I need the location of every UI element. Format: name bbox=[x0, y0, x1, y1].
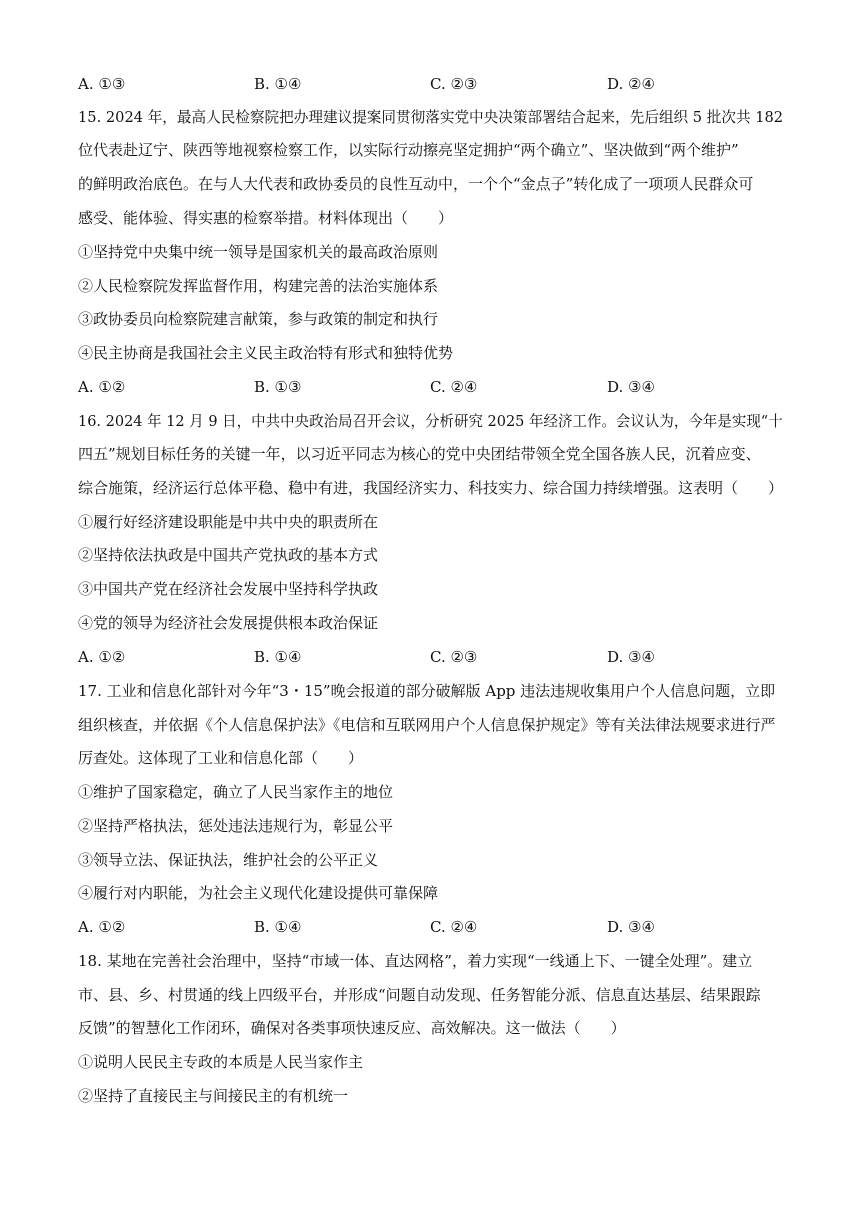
q15-stem-line-4: 感受、能体验、得实惠的检察举措。材料体现出（ ） bbox=[78, 209, 454, 227]
q17-option-b[interactable]: B. ①④ bbox=[254, 918, 302, 936]
q17-option-c[interactable]: C. ②④ bbox=[430, 918, 478, 936]
q16-statement-3: ③中国共产党在经济社会发展中坚持科学执政 bbox=[78, 580, 379, 598]
q15-option-c[interactable]: C. ②④ bbox=[430, 378, 478, 396]
q18-stem-line-1: 18. 某地在完善社会治理中，坚持“市域一体、直达网格”，着力实现“一线通上下、一键全处理”。建立 bbox=[78, 952, 753, 970]
q14-option-a[interactable]: A. ①③ bbox=[78, 75, 126, 93]
q17-statement-2: ②坚持严格执法，惩处违法违规行为，彰显公平 bbox=[78, 817, 394, 835]
q15-stem-line-3: 的鲜明政治底色。在与人大代表和政协委员的良性互动中，一个个“金点子”转化成了一项项人民群众可 bbox=[78, 175, 754, 193]
q15-option-b[interactable]: B. ①③ bbox=[254, 378, 302, 396]
q14-option-b[interactable]: B. ①④ bbox=[254, 75, 302, 93]
q17-stem-line-1: 17. 工业和信息化部针对今年“3・15”晚会报道的部分破解版 App 违法违规收集用户个人信息问题，立即 bbox=[78, 682, 776, 700]
q17-option-a[interactable]: A. ①② bbox=[78, 918, 126, 936]
q17-options bbox=[78, 917, 783, 937]
q15-statement-2: ②人民检察院发挥监督作用，构建完善的法治实施体系 bbox=[78, 277, 439, 295]
q16-stem-line-2: 四五”规划目标任务的关键一年，以习近平同志为核心的党中央团结带领全党全国各族人民，沉着应变、 bbox=[78, 445, 761, 463]
q14-option-d[interactable]: D. ②④ bbox=[607, 75, 655, 93]
q16-stem-line-1: 16. 2024 年 12 月 9 日，中共中央政治局召开会议，分析研究 2025 年经济工作。会议认为，今年是实现“十 bbox=[78, 412, 783, 430]
q15-stem-line-1: 15. 2024 年，最高人民检察院把办理建议提案同贯彻落实党中央决策部署结合起来，先后组织 5 批次共 182 bbox=[78, 108, 784, 126]
q18-stem-line-2: 市、县、乡、村贯通的线上四级平台，并形成“问题自动发现、任务智能分派、信息直达基层、结果跟踪 bbox=[78, 986, 761, 1004]
q14-option-c[interactable]: C. ②③ bbox=[430, 75, 478, 93]
q16-option-c[interactable]: C. ②③ bbox=[430, 648, 478, 666]
q14-options bbox=[78, 74, 783, 94]
q16-statement-1: ①履行好经济建设职能是中共中央的职责所在 bbox=[78, 513, 379, 531]
q15-statement-3: ③政协委员向检察院建言献策，参与政策的制定和执行 bbox=[78, 310, 439, 328]
q18-stem-line-3: 反馈”的智慧化工作闭环，确保对各类事项快速反应、高效解决。这一做法（ ） bbox=[78, 1019, 626, 1037]
q17-stem-line-2: 组织核查，并依据《个人信息保护法》《电信和互联网用户个人信息保护规定》等有关法律法规要求进行严 bbox=[78, 716, 776, 734]
q18-statement-2: ②坚持了直接民主与间接民主的有机统一 bbox=[78, 1087, 349, 1105]
q16-options bbox=[78, 647, 783, 667]
q17-statement-1: ①维护了国家稳定，确立了人民当家作主的地位 bbox=[78, 783, 394, 801]
q17-stem-line-3: 厉查处。这体现了工业和信息化部（ ） bbox=[78, 749, 364, 767]
q15-stem-line-2: 位代表赴辽宁、陕西等地视察检察工作，以实际行动擦亮坚定拥护“两个确立”、坚决做到“两个维护” bbox=[78, 141, 739, 159]
q17-option-d[interactable]: D. ③④ bbox=[607, 918, 655, 936]
q16-option-a[interactable]: A. ①② bbox=[78, 648, 126, 666]
q17-statement-3: ③领导立法、保证执法，维护社会的公平正义 bbox=[78, 851, 379, 869]
q16-statement-4: ④党的领导为经济社会发展提供根本政治保证 bbox=[78, 614, 379, 632]
q16-stem-line-3: 综合施策，经济运行总体平稳、稳中有进，我国经济实力、科技实力、综合国力持续增强。这表明（ ） bbox=[78, 479, 784, 497]
q15-option-d[interactable]: D. ③④ bbox=[607, 378, 655, 396]
q15-statement-4: ④民主协商是我国社会主义民主政治特有形式和独特优势 bbox=[78, 344, 454, 362]
q16-option-d[interactable]: D. ③④ bbox=[607, 648, 655, 666]
q18-statement-1: ①说明人民民主专政的本质是人民当家作主 bbox=[78, 1053, 364, 1071]
q16-option-b[interactable]: B. ①④ bbox=[254, 648, 302, 666]
q15-options bbox=[78, 377, 783, 397]
q15-statement-1: ①坚持党中央集中统一领导是国家机关的最高政治原则 bbox=[78, 243, 439, 261]
q15-option-a[interactable]: A. ①② bbox=[78, 378, 126, 396]
q16-statement-2: ②坚持依法执政是中国共产党执政的基本方式 bbox=[78, 546, 379, 564]
q17-statement-4: ④履行对内职能，为社会主义现代化建设提供可靠保障 bbox=[78, 884, 439, 902]
